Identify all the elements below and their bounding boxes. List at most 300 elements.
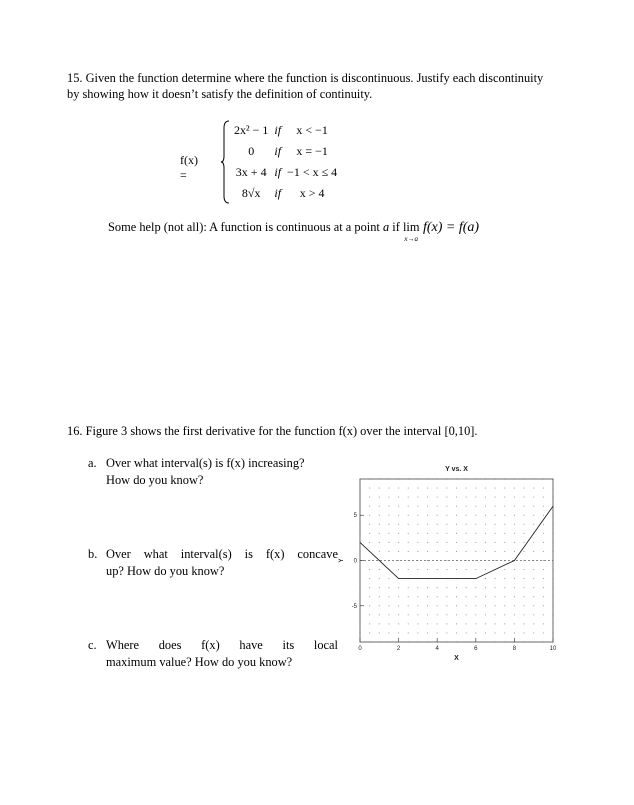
grid-dot [427, 623, 428, 624]
case-expression: 2x² − 1 [234, 123, 269, 137]
grid-dot [388, 605, 389, 606]
grid-dot [533, 542, 534, 543]
y-tick-label: 0 [353, 558, 357, 565]
grid-dot [437, 605, 438, 606]
case-expression: 8√x [241, 186, 261, 200]
grid-dot [388, 488, 389, 489]
grid-dot [446, 533, 447, 534]
grid-dot [446, 524, 447, 525]
grid-dot [446, 623, 447, 624]
grid-dot [475, 623, 476, 624]
grid-dot [417, 542, 418, 543]
grid-dot [388, 587, 389, 588]
grid-dot [466, 623, 467, 624]
grid-dot [456, 614, 457, 615]
grid-dot [533, 506, 534, 507]
grid-dot [456, 497, 457, 498]
grid-dot [514, 506, 515, 507]
grid-dot [475, 524, 476, 525]
grid-dot [524, 569, 525, 570]
grid-dot [369, 623, 370, 624]
grid-dot [388, 533, 389, 534]
grid-dot [398, 524, 399, 525]
case-row [234, 162, 343, 183]
grid-dot [495, 587, 496, 588]
cases-table [234, 120, 343, 204]
question-c-line2: maximum value? How do you know? [106, 655, 293, 669]
grid-dot [456, 551, 457, 552]
grid-dot [485, 614, 486, 615]
question-b-label: b. [88, 547, 98, 561]
grid-dot [514, 578, 515, 579]
grid-dot [485, 506, 486, 507]
grid-dot [446, 488, 447, 489]
grid-dot [533, 623, 534, 624]
lim-subscript: x→a [404, 235, 419, 243]
grid-dot [485, 632, 486, 633]
grid-dot [504, 488, 505, 489]
grid-dot [408, 488, 409, 489]
grid-dot [369, 605, 370, 606]
grid-dot [504, 623, 505, 624]
grid-dot [369, 578, 370, 579]
grid-dot [466, 596, 467, 597]
grid-dot [398, 551, 399, 552]
grid-dot [495, 506, 496, 507]
grid-dot [417, 632, 418, 633]
grid-dot [504, 587, 505, 588]
grid-dot [369, 524, 370, 525]
grid-dot [379, 506, 380, 507]
grid-dot [379, 614, 380, 615]
grid-dot [514, 488, 515, 489]
question-b-line2: up? How do you know? [106, 564, 225, 578]
grid-dot [485, 488, 486, 489]
grid-dot [417, 587, 418, 588]
grid-dot [514, 515, 515, 516]
grid-dot [456, 596, 457, 597]
grid-dot [446, 605, 447, 606]
grid-dot [388, 515, 389, 516]
grid-dot [543, 623, 544, 624]
grid-dot [533, 605, 534, 606]
grid-dot [514, 623, 515, 624]
grid-dot [495, 488, 496, 489]
grid-dot [524, 632, 525, 633]
grid-dot [543, 506, 544, 507]
grid-dot [504, 632, 505, 633]
grid-dot [446, 497, 447, 498]
grid-dot [369, 533, 370, 534]
question-c [88, 637, 338, 671]
grid-dot [417, 533, 418, 534]
grid-dot [417, 524, 418, 525]
grid-dot [475, 551, 476, 552]
grid-dot [485, 542, 486, 543]
function-label: f(x) = [180, 153, 198, 182]
grid-dot [408, 569, 409, 570]
grid-dot [495, 605, 496, 606]
grid-dot [514, 596, 515, 597]
grid-dot [379, 533, 380, 534]
grid-dot [475, 632, 476, 633]
case-condition: x = −1 [296, 144, 328, 158]
y-tick-label: -5 [351, 603, 357, 610]
grid-dot [524, 515, 525, 516]
lim-text: lim [402, 220, 420, 234]
grid-dot [379, 587, 380, 588]
question-a-line1: Over what interval(s) is f(x) increasing? [106, 456, 305, 470]
grid-dot [514, 587, 515, 588]
grid-dot [466, 569, 467, 570]
limit [402, 220, 420, 243]
grid-dot [533, 614, 534, 615]
x-axis-label: X [454, 655, 459, 662]
case-row [234, 183, 343, 204]
y-axis-label: Y [339, 558, 345, 563]
grid-dot [379, 578, 380, 579]
grid-dot [398, 542, 399, 543]
help-prefix: Some help (not all): A function is continuous at a point [108, 220, 383, 234]
grid-dot [485, 623, 486, 624]
grid-dot [408, 551, 409, 552]
grid-dot [408, 605, 409, 606]
grid-dot [369, 587, 370, 588]
grid-dot [524, 587, 525, 588]
grid-dot [475, 605, 476, 606]
grid-dot [456, 632, 457, 633]
case-if: if [274, 123, 282, 137]
grid-dot [379, 551, 380, 552]
grid-dot [437, 524, 438, 525]
grid-dot [485, 578, 486, 579]
question-a-line2: How do you know? [106, 473, 204, 487]
grid-dot [543, 542, 544, 543]
grid-dot [446, 560, 447, 561]
grid-dot [456, 623, 457, 624]
grid-dot [543, 524, 544, 525]
grid-dot [495, 533, 496, 534]
case-expression: 0 [248, 144, 255, 158]
grid-dot [437, 623, 438, 624]
grid-dot [398, 569, 399, 570]
question-b [88, 546, 338, 580]
grid-dot [543, 488, 544, 489]
grid-dot [417, 614, 418, 615]
grid-dot [485, 569, 486, 570]
grid-dot [417, 497, 418, 498]
grid-dot [369, 497, 370, 498]
grid-dot [533, 488, 534, 489]
grid-dot [446, 569, 447, 570]
grid-dot [379, 497, 380, 498]
grid-dot [495, 515, 496, 516]
grid-dot [533, 596, 534, 597]
grid-dot [427, 488, 428, 489]
grid-dot [514, 605, 515, 606]
grid-dot [408, 542, 409, 543]
grid-dot [398, 587, 399, 588]
grid-dot [408, 533, 409, 534]
grid-dot [427, 542, 428, 543]
grid-dot [485, 524, 486, 525]
grid-dot [388, 614, 389, 615]
grid-dot [398, 596, 399, 597]
grid-dot [446, 506, 447, 507]
grid-dot [466, 614, 467, 615]
grid-dot [398, 632, 399, 633]
grid-dot [504, 524, 505, 525]
question-c-line1: Where does f(x) have its local [106, 638, 338, 652]
grid-dot [456, 506, 457, 507]
grid-dot [388, 578, 389, 579]
grid-dot [379, 515, 380, 516]
grid-dot [475, 569, 476, 570]
grid-dot [369, 569, 370, 570]
grid-dot [543, 614, 544, 615]
grid-dot [524, 488, 525, 489]
grid-dot [398, 623, 399, 624]
grid-dot [533, 587, 534, 588]
grid-dot [495, 560, 496, 561]
case-if: if [274, 186, 282, 200]
grid-dot [466, 533, 467, 534]
question-a [88, 455, 338, 489]
grid-dot [398, 605, 399, 606]
chart-title: Y vs. X [445, 466, 468, 473]
grid-dot [504, 533, 505, 534]
grid-dot [417, 605, 418, 606]
grid-dot [475, 614, 476, 615]
grid-dot [408, 623, 409, 624]
grid-dot [543, 569, 544, 570]
grid-dot [543, 578, 544, 579]
grid-dot [485, 605, 486, 606]
question-b-line1: Over what interval(s) is f(x) concave [106, 547, 338, 561]
grid-dot [466, 524, 467, 525]
grid-dot [408, 614, 409, 615]
grid-dot [437, 542, 438, 543]
grid-dot [495, 578, 496, 579]
grid-dot [398, 533, 399, 534]
grid-dot [466, 587, 467, 588]
grid-dot [398, 560, 399, 561]
grid-dot [533, 497, 534, 498]
grid-dot [437, 596, 438, 597]
grid-dot [456, 542, 457, 543]
grid-dot [417, 596, 418, 597]
x-tick-label: 2 [396, 646, 401, 652]
grid-dot [524, 614, 525, 615]
grid-dot [446, 587, 447, 588]
grid-dot [417, 551, 418, 552]
grid-dot [485, 515, 486, 516]
grid-dot [504, 515, 505, 516]
grid-dot [524, 497, 525, 498]
grid-dot [514, 632, 515, 633]
grid-dot [417, 488, 418, 489]
grid-dot [504, 542, 505, 543]
grid-dot [388, 524, 389, 525]
grid-dot [408, 515, 409, 516]
grid-dot [504, 506, 505, 507]
case-row [234, 120, 343, 141]
grid-dot [437, 533, 438, 534]
grid-dot [427, 596, 428, 597]
grid-dot [514, 551, 515, 552]
grid-dot [475, 488, 476, 489]
grid-dot [437, 515, 438, 516]
grid-dot [388, 497, 389, 498]
grid-dot [543, 605, 544, 606]
grid-dot [475, 542, 476, 543]
grid-dot [427, 560, 428, 561]
grid-dot [475, 533, 476, 534]
grid-dot [533, 524, 534, 525]
grid-dot [427, 632, 428, 633]
grid-dot [437, 497, 438, 498]
grid-dot [466, 515, 467, 516]
question-c-label: c. [88, 638, 97, 652]
grid-dot [466, 506, 467, 507]
grid-dot [388, 596, 389, 597]
continuity-help [108, 220, 480, 243]
help-if: if [389, 220, 403, 234]
case-expression: 3x + 4 [235, 165, 267, 179]
grid-dot [437, 632, 438, 633]
grid-dot [437, 551, 438, 552]
grid-dot [504, 551, 505, 552]
grid-dot [514, 533, 515, 534]
grid-dot [524, 524, 525, 525]
grid-dot [543, 596, 544, 597]
grid-dot [427, 614, 428, 615]
case-condition: x < −1 [296, 123, 328, 137]
grid-dot [427, 605, 428, 606]
x-tick-label: 0 [358, 646, 362, 652]
grid-dot [379, 488, 380, 489]
grid-dot [408, 524, 409, 525]
grid-dot [475, 497, 476, 498]
grid-dot [543, 497, 544, 498]
grid-dot [514, 569, 515, 570]
x-tick-label: 8 [512, 646, 517, 652]
case-condition: x > 4 [299, 186, 325, 200]
grid-dot [475, 515, 476, 516]
grid-dot [446, 614, 447, 615]
grid-dot [533, 578, 534, 579]
grid-dot [379, 524, 380, 525]
grid-dot [475, 506, 476, 507]
grid-dot [427, 515, 428, 516]
grid-dot [408, 506, 409, 507]
grid-dot [417, 623, 418, 624]
grid-dot [466, 632, 467, 633]
problem-16-intro: 16. Figure 3 shows the first derivative for the function f(x) over the interval [0,10]. [67, 424, 478, 438]
grid-dot [369, 596, 370, 597]
grid-dot [398, 614, 399, 615]
grid-dot [408, 632, 409, 633]
help-equation: f(x) = f(a) [419, 220, 480, 235]
grid-dot [524, 533, 525, 534]
grid-dot [504, 605, 505, 606]
grid-dot [495, 524, 496, 525]
grid-dot [437, 569, 438, 570]
grid-dot [379, 596, 380, 597]
grid-dot [398, 515, 399, 516]
grid-dot [456, 515, 457, 516]
grid-dot [524, 542, 525, 543]
x-tick-label: 10 [549, 646, 557, 652]
grid-dot [369, 515, 370, 516]
derivative-chart [340, 455, 570, 665]
grid-dot [495, 497, 496, 498]
grid-dot [408, 497, 409, 498]
grid-dot [495, 623, 496, 624]
grid-dot [524, 506, 525, 507]
left-brace [220, 120, 230, 204]
grid-dot [485, 587, 486, 588]
grid-dot [379, 623, 380, 624]
grid-dot [543, 515, 544, 516]
grid-dot [417, 515, 418, 516]
grid-dot [543, 560, 544, 561]
grid-dot [495, 614, 496, 615]
grid-dot [427, 497, 428, 498]
grid-dot [504, 614, 505, 615]
grid-dot [446, 632, 447, 633]
grid-dot [514, 542, 515, 543]
case-row [234, 141, 343, 162]
grid-dot [369, 632, 370, 633]
grid-dot [533, 551, 534, 552]
grid-dot [408, 587, 409, 588]
grid-dot [437, 587, 438, 588]
grid-dot [427, 587, 428, 588]
grid-dot [533, 515, 534, 516]
grid-dot [388, 551, 389, 552]
grid-dot [369, 506, 370, 507]
grid-dot [446, 542, 447, 543]
grid-dot [514, 497, 515, 498]
grid-dot [456, 569, 457, 570]
grid-dot [504, 596, 505, 597]
grid-dot [456, 524, 457, 525]
grid-dot [437, 506, 438, 507]
grid-dot [427, 569, 428, 570]
case-if: if [274, 144, 282, 158]
grid-dot [524, 551, 525, 552]
grid-dot [485, 551, 486, 552]
y-tick-label: 5 [353, 513, 357, 520]
grid-dot [524, 596, 525, 597]
problem-15 [67, 70, 572, 102]
grid-dot [417, 506, 418, 507]
grid-dot [379, 605, 380, 606]
grid-dot [456, 488, 457, 489]
grid-dot [466, 605, 467, 606]
x-tick-label: 6 [474, 646, 478, 652]
grid-dot [514, 524, 515, 525]
question-a-label: a. [88, 456, 97, 470]
grid-dot [485, 596, 486, 597]
grid-dot [524, 605, 525, 606]
grid-dot [437, 614, 438, 615]
grid-dot [485, 533, 486, 534]
grid-dot [485, 497, 486, 498]
grid-dot [446, 551, 447, 552]
grid-dot [369, 542, 370, 543]
